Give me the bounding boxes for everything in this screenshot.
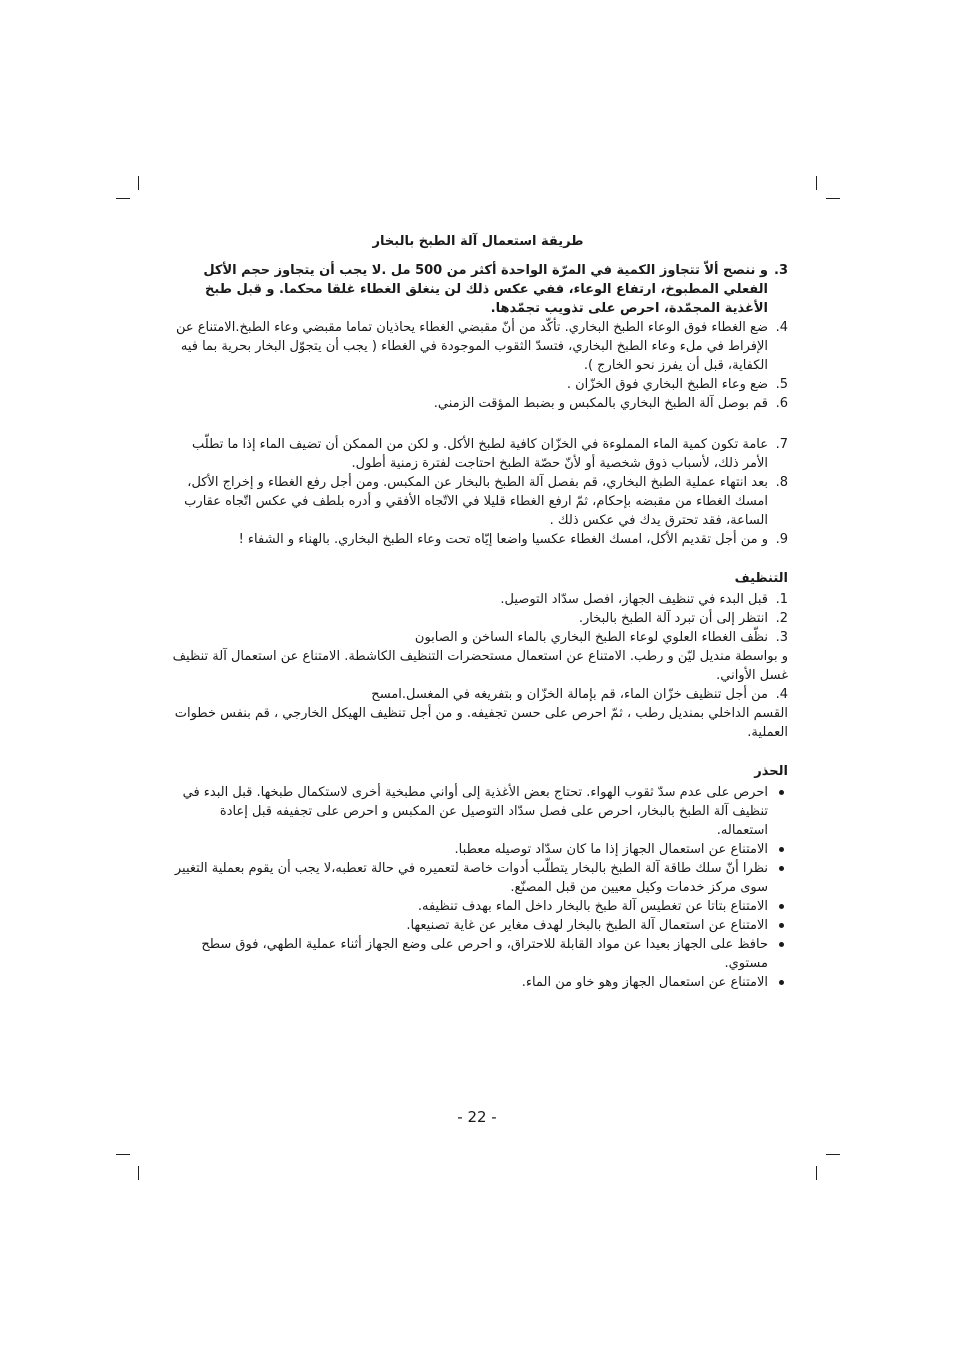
- item-text: انتظر إلى أن تبرد آلة الطبخ بالبخار.: [578, 611, 768, 626]
- crop-mark: [116, 198, 130, 199]
- item-text: الامتناع بتاتا عن تغطيس آلة طبخ بالبخار داخل الماء بهدف تنظيفه.: [417, 899, 768, 914]
- document-page: [168, 232, 788, 992]
- list-item: [168, 530, 788, 549]
- crop-mark: [816, 176, 817, 190]
- item-text: احرص على عدم سدّ ثقوب الهواء. تحتاج بعض الأغذية إلى أواني مطبخية أخرى لاستكمال طبخها. قبل البدء في تنظيف آلة الطبخ بالبخار، احرص على فصل سدّاد التوصيل عن المكبس و احرص على تجفيفه قبل إعادة استعماله.: [182, 785, 768, 838]
- list-item: [168, 783, 788, 840]
- bullet-icon: [779, 847, 784, 852]
- list-item: [168, 840, 788, 859]
- bullet-icon: [779, 942, 784, 947]
- list-item: [168, 394, 788, 413]
- spacer: [168, 413, 788, 435]
- caution-heading: الحذر: [754, 764, 788, 779]
- cleaning-item3-continuation: و بواسطة منديل ليّن و رطب. الامتناع عن استعمال مستحضرات التنظيف الكاشطة. الامتناع عن استعمال آلة تنظيف غسل الأواني.: [172, 649, 788, 683]
- bullet-icon: [779, 904, 784, 909]
- list-item: [168, 261, 788, 318]
- list-item: [168, 628, 788, 647]
- list-item: [168, 590, 788, 609]
- item-text: الامتناع عن استعمال الجهاز وهو خاو من الماء.: [521, 975, 768, 990]
- cleaning-heading: التنظيف: [734, 571, 788, 586]
- item-text: نظّف الغطاء العلوي لوعاء الطبخ البخاري بالماء الساخن و الصابون: [414, 630, 768, 645]
- list-item: [168, 973, 788, 992]
- cleaning-list: [168, 590, 788, 647]
- item-text: الامتناع عن استعمال آلة الطبخ بالبخار لهدف مغاير عن غاية تصنيعها.: [406, 918, 768, 933]
- usage-steps-list-2: [168, 435, 788, 549]
- item-text: قم بوصل آلة الطبخ البخاري بالمكبس و بضبط المؤقت الزمني.: [433, 396, 768, 411]
- item-number: 3.: [775, 630, 788, 645]
- spacer: [168, 742, 788, 762]
- item-number: 8.: [775, 475, 788, 490]
- spacer: [168, 549, 788, 569]
- list-item: [168, 685, 788, 704]
- usage-steps-list: [168, 261, 788, 413]
- bullet-icon: [779, 980, 784, 985]
- cleaning-item4-continuation: القسم الداخلي بمنديل رطب ، ثمّ احرص على حسن تجفيفه. و من أجل تنظيف الهيكل الخارجي ، قم بنفس خطوات العملية.: [174, 706, 788, 740]
- item-number: 3.: [774, 263, 788, 278]
- list-item: [168, 375, 788, 394]
- page-title: طريقة استعمال آلة الطبخ بالبخار: [372, 234, 584, 249]
- item-number: 4.: [775, 687, 788, 702]
- list-item: [168, 859, 788, 897]
- item-text: عامة تكون كمية الماء المملوءة في الخزّان كافية لطبخ الأكل. و لكن من الممكن أن تضيف الماء إذا ما تطلّب الأمر ذلك، لأسباب ذوق شخصية أو لأنّ حصّة الطبخ احتاجت لفترة زمنية أطول.: [192, 437, 768, 471]
- bullet-icon: [779, 923, 784, 928]
- item-number: 4.: [775, 320, 788, 335]
- item-text: نظرا أنّ سلك طاقة آلة الطبخ بالبخار يتطلّب أدوات خاصة لتعميره في حالة تعطبه،لا يجب أن يقوم بعملية التغيير سوى مركز خدمات وكيل معيين من قبل المصنّع.: [174, 861, 768, 895]
- crop-mark: [826, 1154, 840, 1155]
- item-text: الامتناع عن استعمال الجهاز إذا ما كان سدّاد توصيله معطبا.: [454, 842, 768, 857]
- item-text: بعد انتهاء عملية الطبخ البخاري، قم بفصل آلة الطبخ بالبخار عن المكبس. ومن أجل رفع الغطاء و إخراج الأكل، امسك الغطاء من مقبضه بإحكام، ثمّ ارفع الغطاء قليلا في الاتّجاه الأفقي و أدره بلطف في عكس اتّجاه عقارب الساعة، فقد تحترق يدك في عكس ذلك .: [184, 475, 768, 528]
- page-number: - 22 -: [457, 1108, 497, 1126]
- crop-mark: [826, 198, 840, 199]
- item-text: ضع الغطاء فوق الوعاء الطبخ البخاري. تأكّد من أنّ مقبضي الغطاء يحاذيان تماما مقبضي وعاء الطبخ.الامتناع عن الإفراط في ملء وعاء الطبخ البخاري، فتسدّ الثقوب الموجودة في الغطاء ( يجب أن يتجوّل البخار بحرية بما فيه الكفاية، قبل أن يفرز نحو الخارج ).: [175, 320, 768, 373]
- item-text: من أجل تنظيف خزّان الماء، قم بإمالة الخزّان و بتفريغه في المغسل.امسح: [371, 687, 768, 702]
- list-item: [168, 916, 788, 935]
- bullet-icon: [779, 866, 784, 871]
- item-number: 2.: [775, 611, 788, 626]
- list-item: [168, 609, 788, 628]
- item-number: 5.: [775, 377, 788, 392]
- item-number: 9.: [775, 532, 788, 547]
- cleaning-list-2: [168, 685, 788, 704]
- item-text: حافظ على الجهاز بعيدا عن مواد القابلة للاحتراق، و احرص على وضع الجهاز أثناء عملية الطهي، فوق سطح مستوي.: [201, 937, 768, 971]
- caution-list: [168, 783, 788, 992]
- bullet-icon: [779, 790, 784, 795]
- list-item: [168, 318, 788, 375]
- crop-mark: [138, 1166, 139, 1180]
- list-item: [168, 935, 788, 973]
- item-text: و من أجل تقديم الأكل، امسك الغطاء عكسيا واضعا إيّاه تحت وعاء الطبخ البخاري. بالهناء و الشفاء !: [238, 532, 768, 547]
- crop-mark: [116, 1154, 130, 1155]
- item-number: 7.: [775, 437, 788, 452]
- item-number: 6.: [775, 396, 788, 411]
- crop-mark: [138, 176, 139, 190]
- item-text: قبل البدء في تنظيف الجهاز، افصل سدّاد التوصيل.: [500, 592, 768, 607]
- list-item: [168, 435, 788, 473]
- item-number: 1.: [775, 592, 788, 607]
- list-item: [168, 897, 788, 916]
- crop-mark: [816, 1166, 817, 1180]
- item-text: و ننصح ألاّ تتجاوز الكمية في المرّة الواحدة أكثر من 500 مل .لا يجب أن يتجاوز حجم الأكل الفعلي المطبوخ، ارتفاع الوعاء، ففي عكس ذلك لن ينغلق الغطاء غلقا محكما. و قبل طبخ الأغذية المجمّدة، احرص على تذويب تجمّدها.: [203, 263, 768, 316]
- item-text: ضع وعاء الطبخ البخاري فوق الخزّان .: [566, 377, 768, 392]
- list-item: [168, 473, 788, 530]
